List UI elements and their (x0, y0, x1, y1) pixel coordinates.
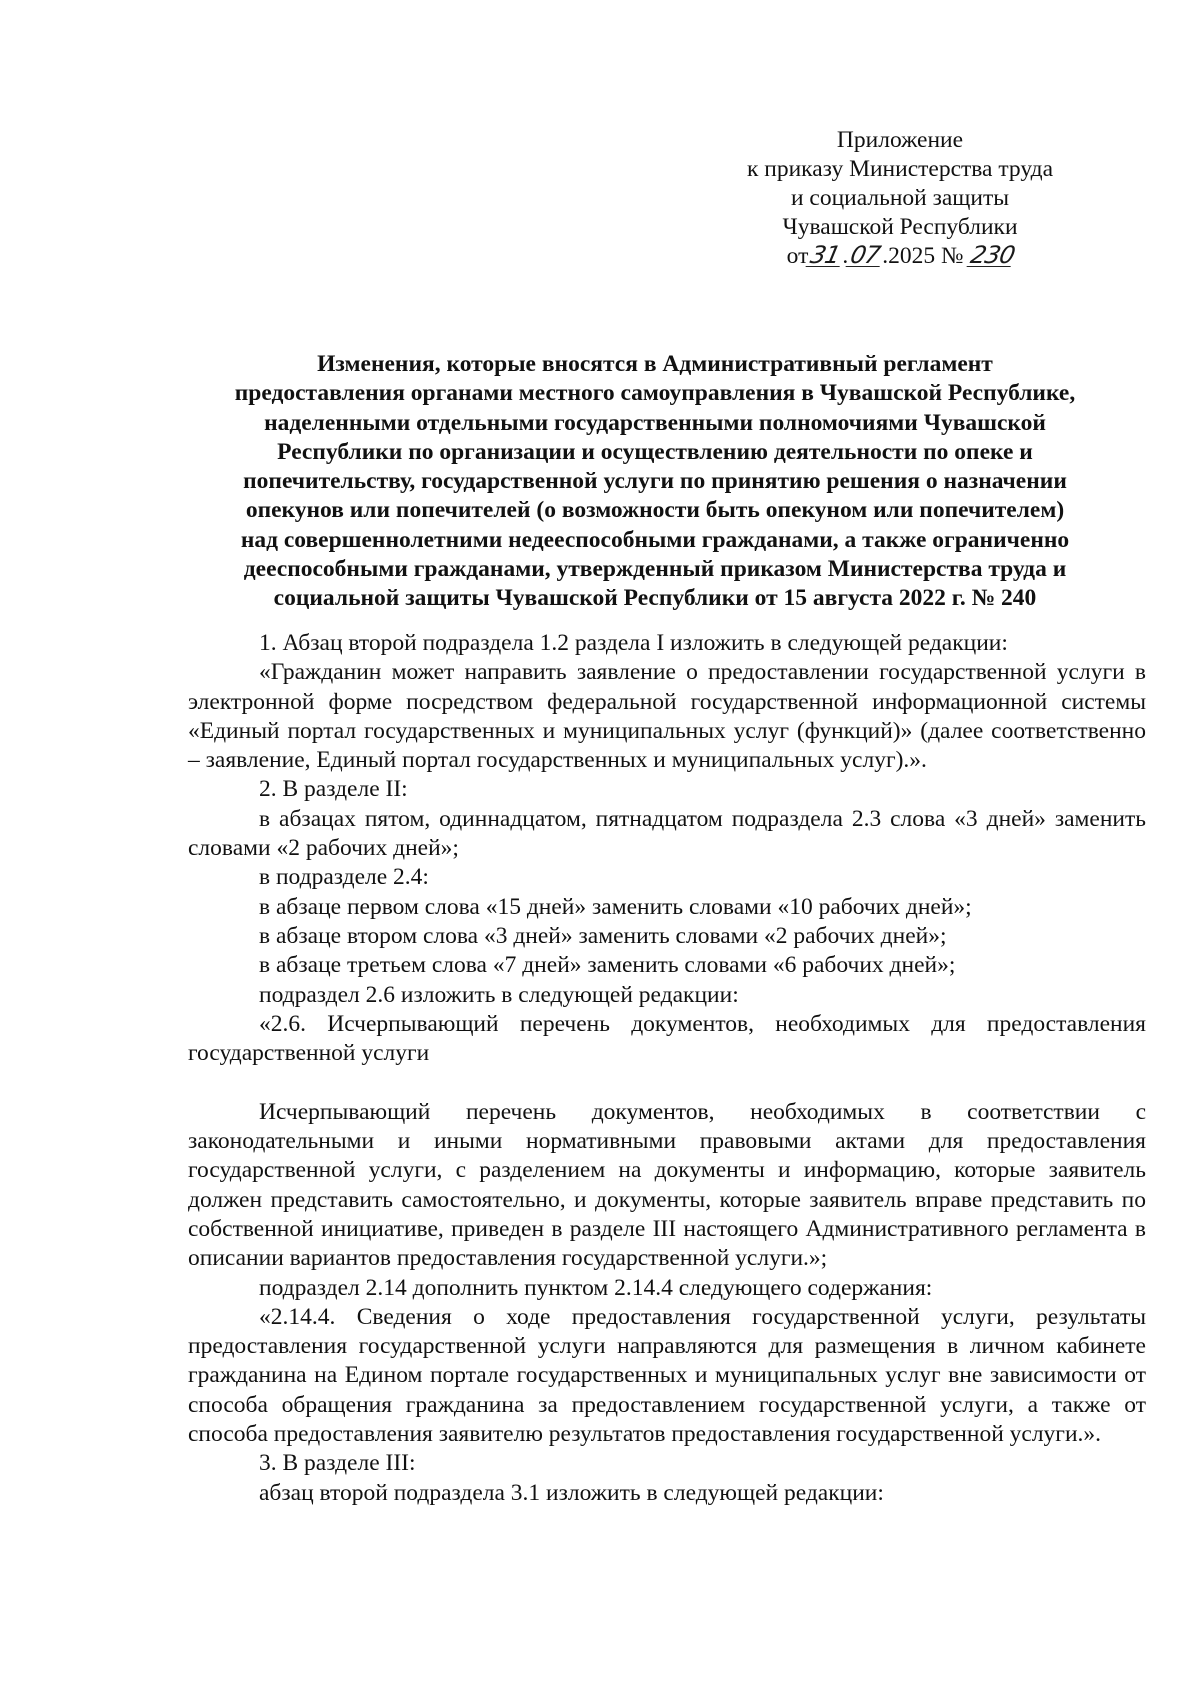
paragraph: «2.6. Исчерпывающий перечень документов, необходимых для предоставления государственной услуги (188, 1010, 1146, 1067)
title-line: социальной защиты Чувашской Республики от 15 августа 2022 г. № 240 (273, 585, 1037, 612)
paragraph: Исчерпывающий перечень документов, необходимых в соответствии с законодательными и иными нормативными правовыми актами для предоставления государственной услуги, с разделением на документы и информацию, которые заявитель должен представить самостоятельно, и документы, которые заявитель вправе представить по собственной инициативе, приведен в разделе III настоящего Административного регламента в описании вариантов предоставления государственной услуги.»; (188, 1098, 1146, 1272)
title-line: Республики по организации и осуществлению деятельности по опеке и (277, 438, 1033, 465)
paragraph: в абзацах пятом, одиннадцатом, пятнадцатом подраздела 2.3 слова «3 дней» заменить словами «2 рабочих дней»; (188, 805, 1146, 862)
annex-header (720, 126, 1080, 271)
title-line: наделенными отдельными государственными полномочиями Чувашской (264, 409, 1046, 436)
date-year: .2025 (882, 243, 936, 269)
paragraph: 1. Абзац второй подраздела 1.2 раздела I изложить в следующей редакции: (259, 630, 1008, 656)
annex-line-1: Приложение (836, 127, 964, 153)
paragraph: в подразделе 2.4: (259, 864, 429, 891)
annex-line-3: и социальной защиты (790, 185, 1010, 211)
title-line: предоставления органами местного самоуправления в Чувашской Республике, (234, 380, 1076, 407)
annex-line-2: к приказу Министерства труда (746, 156, 1054, 182)
paragraph: в абзаце третьем слова «7 дней» заменить словами «6 рабочих дней»; (259, 952, 956, 979)
number-label: № (941, 243, 964, 269)
title-line: над совершеннолетними недееспособными гражданами, а также ограниченно (240, 526, 1070, 553)
paragraph: 3. В разделе III: (259, 1450, 416, 1477)
title-line: Изменения, которые вносятся в Административный регламент (317, 351, 993, 377)
date-prefix: от (786, 243, 809, 269)
document-title (160, 350, 1150, 614)
paragraph: в абзаце первом слова «15 дней» заменить словами «10 рабочих дней»; (259, 893, 972, 920)
annex-line-4: Чувашской Республики (782, 214, 1018, 240)
title-line: опекунов или попечителей (о возможности быть опекуном или попечителем) (245, 497, 1065, 524)
handwritten-number: 230 (968, 241, 1018, 269)
paragraph: абзац второй подраздела 3.1 изложить в следующей редакции: (259, 1479, 884, 1506)
title-line: попечительству, государственной услуги по принятию решения о назначении (243, 468, 1067, 495)
handwritten-day: 31 (806, 244, 845, 267)
annex-date-line (720, 242, 1080, 271)
paragraph: в абзаце втором слова «3 дней» заменить словами «2 рабочих дней»; (259, 922, 947, 949)
date-dot: . (842, 243, 849, 269)
paragraph: подраздел 2.6 изложить в следующей редакции: (259, 981, 739, 1008)
document-body (188, 629, 1146, 1508)
paragraph: 2. В разделе II: (259, 776, 408, 803)
paragraph: «2.14.4. Сведения о ходе предоставления государственной услуги, результаты предоставления государственной услуги направляются для размещения в личном кабинете гражданина на Едином портале государственных и муниципальных услуг вне зависимости от способа обращения гражданина за предоставлением государственной услуги, а также от способа предоставления заявителю результатов предоставления государственной услуги.». (188, 1303, 1146, 1448)
paragraph: «Гражданин может направить заявление о предоставлении государственной услуги в электронной форме посредством федеральной государственной информационной системы «Единый портал государственных и муниципальных услуг (функций)» (далее соответственно – заявление, Единый портал государственных и муниципальных услуг).». (188, 659, 1146, 774)
handwritten-month: 07 (846, 244, 885, 267)
paragraph: подраздел 2.14 дополнить пунктом 2.14.4 следующего содержания: (259, 1274, 933, 1301)
title-line: дееспособными гражданами, утвержденный приказом Министерства труда и (243, 556, 1067, 583)
